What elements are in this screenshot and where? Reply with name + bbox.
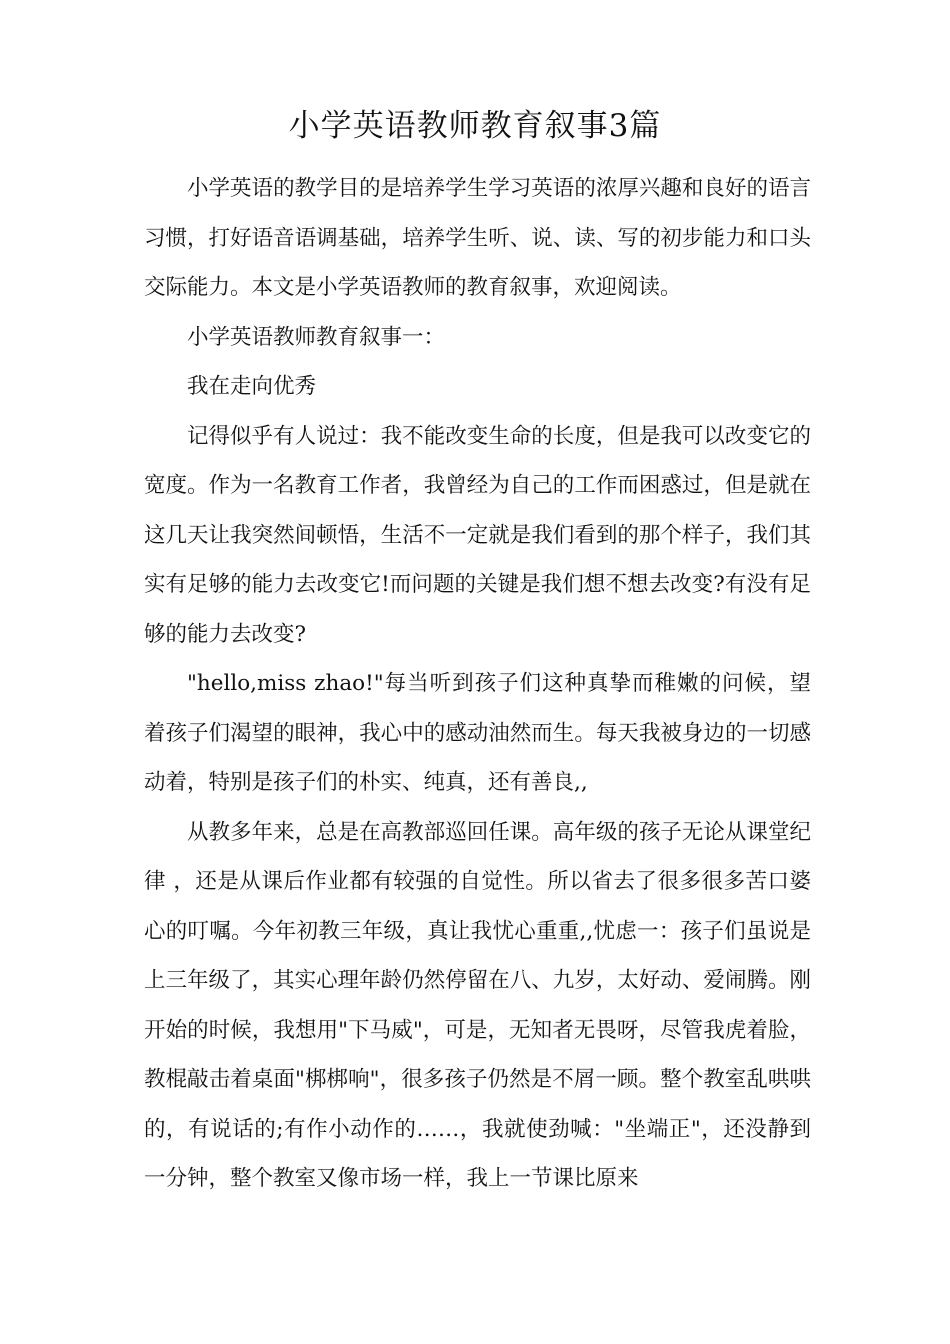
document-body (144, 164, 811, 1204)
body-paragraph: 记得似乎有人说过：我不能改变生命的长度，但是我可以改变它的宽度。作为一名教育工作者，我曾经为自己的工作而困惑过，但是就在这几天让我突然间顿悟，生活不一定就是我们看到的那个样子，我们其实有足够的能力去改变它!而问题的关键是我们想不想去改变?有没有足够的能力去改变? (144, 423, 811, 647)
body-paragraph: 从教多年来，总是在高教部巡回任课。高年级的孩子无论从课堂纪律 ，还是从课后作业都有较强的自觉性。所以省去了很多很多苦口婆心的叮嘱。今年初教三年级，真让我忧心重重,,忧虑一：孩子们虽说是上三年级了，其实心理年龄仍然停留在八、九岁，太好动、爱闹腾。刚开始的时候，我想用"下马威"，可是，无知者无畏呀，尽管我虎着脸，教棍敲击着桌面"梆梆响"，很多孩子仍然是不屑一顾。整个教室乱哄哄的，有说话的;有作小动作的……，我就使劲喊："坐端正"，还没静到一分钟，整个教室又像市场一样，我上一节课比原来 (144, 819, 811, 1191)
section-heading: 小学英语教师教育叙事一： (187, 324, 446, 350)
story-title: 我在走向优秀 (187, 374, 317, 399)
intro-paragraph: 小学英语的教学目的是培养学生学习英语的浓厚兴趣和良好的语言习惯，打好语音语调基础，培养学生听、说、读、写的初步能力和口头交际能力。本文是小学英语教师的教育叙事，欢迎阅读。 (144, 176, 811, 300)
document-title: 小学英语教师教育叙事3篇 (288, 108, 662, 144)
body-paragraph: "hello,miss zhao!"每当听到孩子们这种真挚而稚嫩的问候，望着孩子们渴望的眼神，我心中的感动油然而生。每天我被身边的一切感动着，特别是孩子们的朴实、纯真，还有善良,, (144, 671, 811, 795)
